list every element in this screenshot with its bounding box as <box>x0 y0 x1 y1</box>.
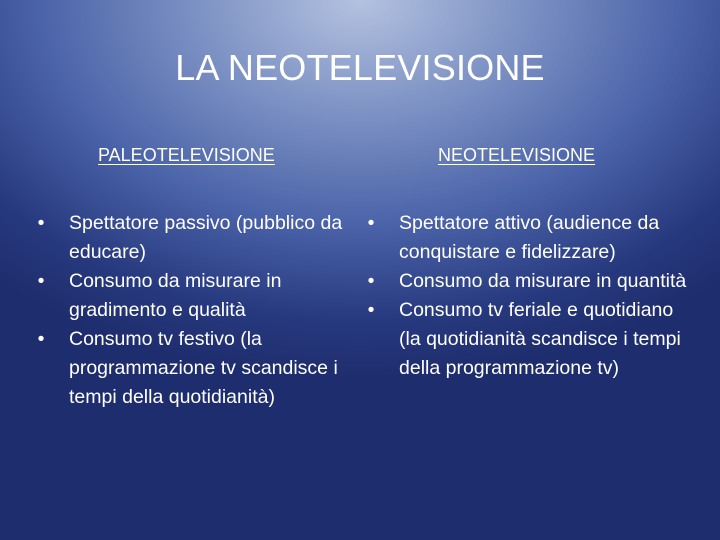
slide-title: LA NEOTELEVISIONE <box>175 47 545 88</box>
list-item-text: Consumo da misurare in quantità <box>399 270 687 292</box>
list-item <box>34 325 352 412</box>
bullet-icon: • <box>37 212 45 234</box>
right-column-header: NEOTELEVISIONE <box>438 145 596 165</box>
bullet-icon: • <box>37 270 45 292</box>
list-item-text: Spettatore attivo (audience da conquistare e fidelizzare) <box>399 212 660 263</box>
left-column-header: PALEOTELEVISIONE <box>98 145 275 165</box>
bullet-icon: • <box>37 328 45 350</box>
right-bullet-list <box>364 209 694 383</box>
list-item-text: Consumo tv festivo (la programmazione tv scandisce i tempi della quotidianità) <box>69 328 338 408</box>
left-bullet-list <box>34 209 352 412</box>
list-item-text: Consumo tv feriale e quotidiano (la quotidianità scandisce i tempi della programmazione tv) <box>399 299 681 379</box>
list-item <box>364 267 694 296</box>
bullet-icon: • <box>367 270 375 292</box>
bullet-icon: • <box>367 212 375 234</box>
list-item-text: Spettatore passivo (pubblico da educare) <box>69 212 343 263</box>
list-item-text: Consumo da misurare in gradimento e qualità <box>69 270 282 321</box>
list-item <box>34 267 352 325</box>
list-item <box>364 209 694 267</box>
bullet-icon: • <box>367 299 375 321</box>
list-item <box>364 296 694 383</box>
list-item <box>34 209 352 267</box>
